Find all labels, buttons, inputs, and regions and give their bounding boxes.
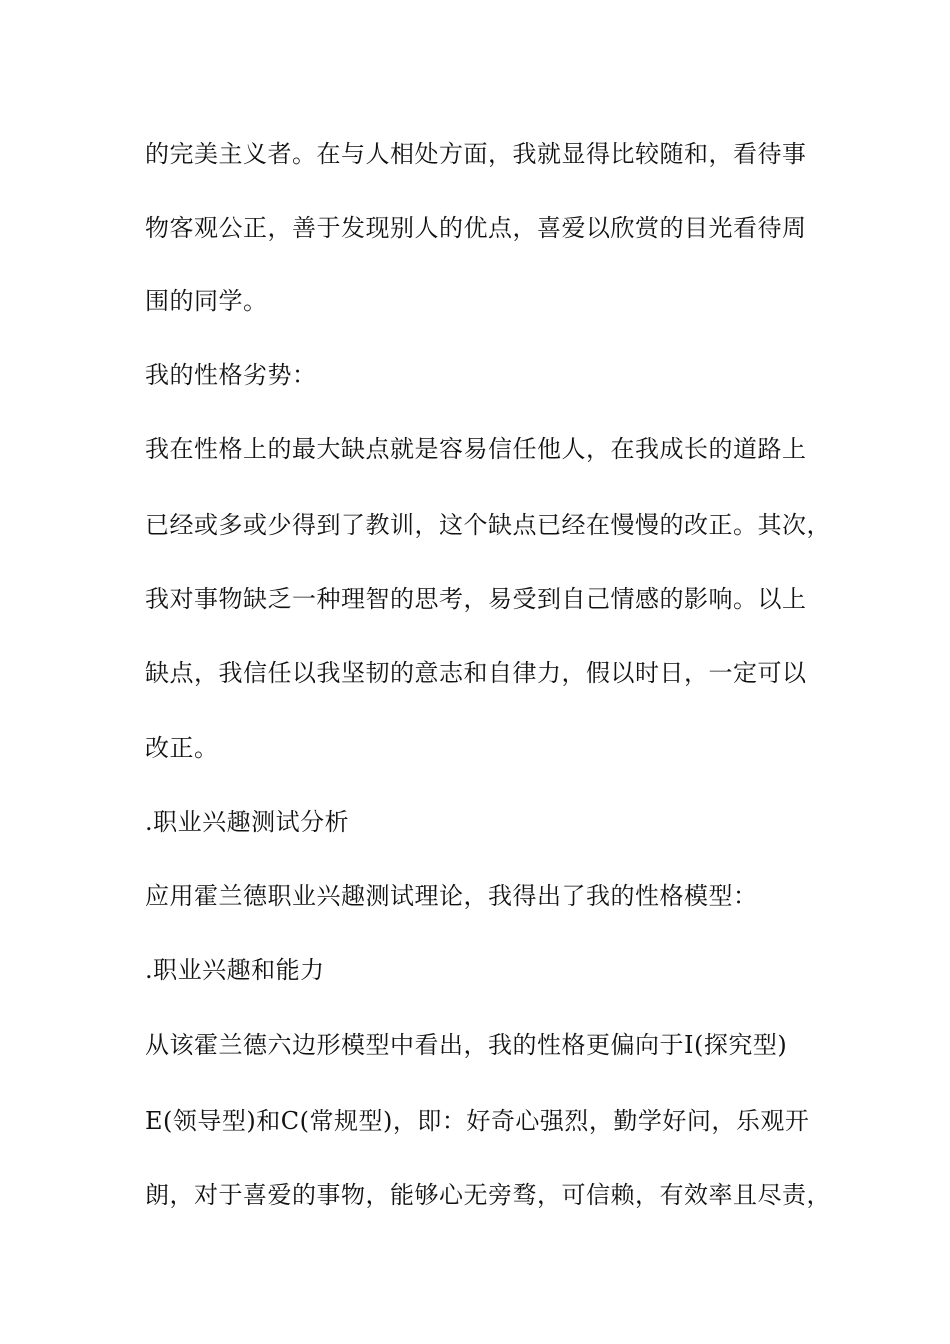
text-line: 的完美主义者。在与人相处方面，我就显得比较随和，看待事 [145, 140, 807, 168]
text-line: 缺点，我信任以我坚韧的意志和自律力，假以时日，一定可以 [145, 659, 807, 687]
text-line: 围的同学。 [145, 287, 268, 315]
text-line: 从该霍兰德六边形模型中看出，我的性格更偏向于I(探究型) [145, 1031, 788, 1059]
text-line: 我在性格上的最大缺点就是容易信任他人，在我成长的道路上 [145, 435, 807, 463]
section-label-weaknesses: 我的性格劣势： [145, 361, 317, 389]
text-line: 已经或多或少得到了教训，这个缺点已经在慢慢的改正。其次， [145, 511, 831, 539]
text-line: 我对事物缺乏一种理智的思考，易受到自己情感的影响。以上 [145, 585, 807, 613]
section-heading-interest-test: .职业兴趣测试分析 [145, 808, 350, 836]
text-line: 应用霍兰德职业兴趣测试理论，我得出了我的性格模型： [145, 882, 758, 910]
section-heading-interest-ability: .职业兴趣和能力 [145, 956, 325, 984]
text-line: 物客观公正，善于发现别人的优点，喜爱以欣赏的目光看待周 [145, 214, 807, 242]
text-line: 改正。 [145, 734, 219, 762]
text-line: E(领导型)和C(常规型)，即：好奇心强烈，勤学好问，乐观开 [145, 1107, 810, 1135]
text-line: 朗，对于喜爱的事物，能够心无旁骛，可信赖，有效率且尽责， [145, 1181, 831, 1209]
